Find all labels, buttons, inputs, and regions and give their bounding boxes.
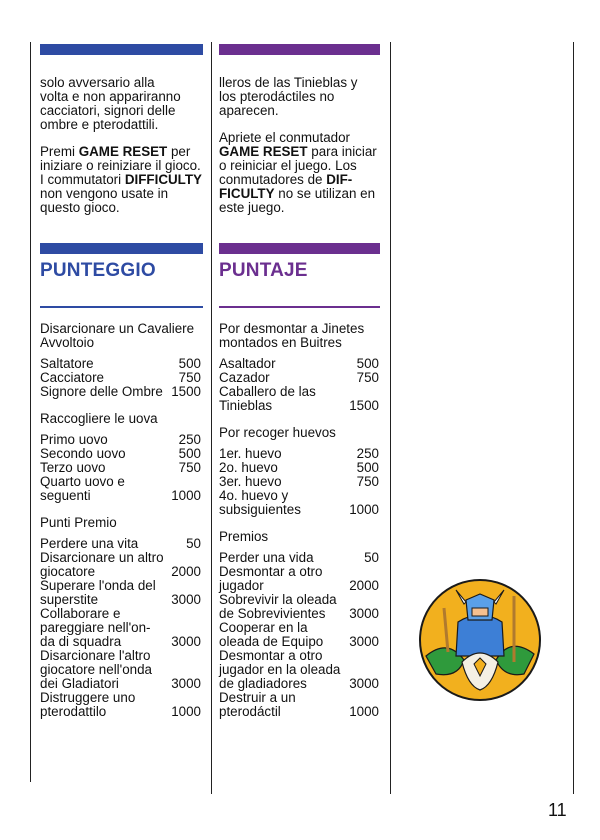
score-points: 750 bbox=[178, 370, 201, 385]
score-points: 1500 bbox=[349, 398, 379, 413]
score-label: Disarcionare un altro giocatore bbox=[40, 550, 164, 579]
score-row bbox=[40, 357, 201, 371]
page-number: 11 bbox=[548, 800, 567, 820]
score-row bbox=[219, 447, 379, 461]
text: para iniciar o reiniciar el juego. Los conmutadores de bbox=[219, 144, 377, 187]
score-points: 1000 bbox=[349, 502, 379, 517]
score-row bbox=[40, 551, 201, 579]
score-group bbox=[219, 322, 379, 413]
score-label: 2o. huevo bbox=[219, 460, 278, 475]
score-label: Caballero de las Tinieblas bbox=[219, 384, 316, 413]
score-row bbox=[40, 371, 201, 385]
score-points: 1000 bbox=[171, 704, 201, 719]
score-label: Desmontar a otro jugador en la oleada de gladiadores bbox=[219, 648, 341, 691]
score-label: Collaborare e pareggiare nell'on-da di squadra bbox=[40, 606, 151, 649]
score-points: 250 bbox=[178, 432, 201, 447]
score-row bbox=[40, 385, 201, 399]
score-label: 3er. huevo bbox=[219, 474, 282, 489]
score-label: Terzo uovo bbox=[40, 460, 106, 475]
score-row bbox=[40, 537, 201, 551]
score-points: 3000 bbox=[171, 592, 201, 607]
score-row bbox=[40, 461, 201, 475]
score-label: Cacciatore bbox=[40, 370, 105, 385]
difficulty-key: DIFFICULTY bbox=[124, 172, 202, 187]
score-row bbox=[219, 649, 379, 691]
column-rule-middle bbox=[211, 42, 212, 794]
score-row bbox=[219, 551, 379, 565]
score-points: 500 bbox=[356, 356, 379, 371]
score-points: 50 bbox=[186, 536, 201, 551]
score-label: Asaltador bbox=[219, 356, 276, 371]
italian-intro bbox=[40, 76, 202, 226]
score-label: Superare l'onda del superstite bbox=[40, 578, 156, 607]
text: no se utilizan en este juego. bbox=[219, 186, 376, 215]
score-label: Secondo uovo bbox=[40, 446, 126, 461]
score-group-title: Por recoger huevos bbox=[219, 425, 336, 440]
score-row bbox=[219, 385, 379, 413]
score-row bbox=[40, 579, 201, 607]
score-label: Saltatore bbox=[40, 356, 94, 371]
score-label: Quarto uovo e seguenti bbox=[40, 474, 125, 503]
score-row bbox=[219, 489, 379, 517]
score-group-title: Raccogliere le uova bbox=[40, 411, 158, 426]
intro-line: los pterodáctiles no bbox=[219, 89, 335, 104]
score-points: 1500 bbox=[171, 384, 201, 399]
intro-line: solo avversario alla bbox=[40, 75, 155, 90]
column-rule-right bbox=[390, 42, 391, 794]
score-points: 750 bbox=[356, 370, 379, 385]
score-label: Disarcionare l'altro giocatore nell'onda dei Gladiatori bbox=[40, 648, 152, 691]
intro-line: volta e non appariranno bbox=[40, 89, 181, 104]
score-row bbox=[219, 691, 379, 719]
spanish-intro-text bbox=[219, 76, 379, 118]
score-row bbox=[40, 691, 201, 719]
score-group-title: Por desmontar a Jinetes montados en Buitres bbox=[219, 321, 365, 350]
score-label: Sobrevivir la oleada de Sobrevivientes bbox=[219, 592, 337, 621]
score-row bbox=[219, 621, 379, 649]
score-label: Destruir a un pterodáctil bbox=[219, 690, 296, 719]
score-points: 2000 bbox=[349, 578, 379, 593]
score-group bbox=[219, 426, 379, 517]
intro-line: ombre e pterodattili. bbox=[40, 117, 159, 132]
italian-heading-bar bbox=[40, 243, 203, 254]
knight-on-vulture-emblem-icon bbox=[418, 578, 542, 702]
score-group-title: Punti Premio bbox=[40, 515, 117, 530]
game-reset-key: GAME RESET bbox=[219, 144, 308, 159]
score-points: 500 bbox=[178, 446, 201, 461]
score-label: Perdere una vita bbox=[40, 536, 139, 551]
score-row bbox=[219, 593, 379, 621]
score-row bbox=[40, 433, 201, 447]
score-points: 1000 bbox=[171, 488, 201, 503]
score-label: Distruggere uno pterodattilo bbox=[40, 690, 136, 719]
score-points: 1000 bbox=[349, 704, 379, 719]
spanish-top-bar bbox=[219, 44, 380, 55]
italian-reset-paragraph bbox=[40, 145, 202, 215]
score-label: 4o. huevo y subsiguientes bbox=[219, 488, 301, 517]
score-label: Cazador bbox=[219, 370, 270, 385]
text: Apriete el conmutador bbox=[219, 130, 351, 145]
score-group-title: Premios bbox=[219, 529, 269, 544]
score-label: Cooperar en la oleada de Equipo bbox=[219, 620, 324, 649]
score-row bbox=[219, 475, 379, 489]
italian-top-bar bbox=[40, 44, 203, 55]
intro-line: lleros de las Tinieblas y bbox=[219, 75, 358, 90]
score-points: 3000 bbox=[171, 634, 201, 649]
score-points: 50 bbox=[364, 550, 379, 565]
score-label: 1er. huevo bbox=[219, 446, 282, 461]
score-points: 500 bbox=[356, 460, 379, 475]
score-row bbox=[219, 461, 379, 475]
italian-heading: PUNTEGGIO bbox=[40, 260, 156, 281]
score-group-title: Disarcionare un Cavaliere Avvoltoio bbox=[40, 321, 195, 350]
score-points: 3000 bbox=[349, 676, 379, 691]
score-row bbox=[40, 607, 201, 649]
score-points: 3000 bbox=[349, 634, 379, 649]
score-row bbox=[40, 447, 201, 461]
score-group bbox=[40, 322, 201, 399]
italian-score-table bbox=[40, 322, 201, 732]
column-rule-far-right bbox=[573, 42, 574, 794]
spanish-reset-paragraph bbox=[219, 131, 379, 215]
text: non vengono usate in questo gioco. bbox=[40, 186, 169, 215]
score-points: 3000 bbox=[171, 676, 201, 691]
score-label: Perder una vida bbox=[219, 550, 314, 565]
spanish-score-table bbox=[219, 322, 379, 732]
score-row bbox=[40, 649, 201, 691]
score-row bbox=[219, 565, 379, 593]
intro-line: aparecen. bbox=[219, 103, 279, 118]
score-row bbox=[219, 357, 379, 371]
spanish-intro bbox=[219, 76, 379, 226]
difficulty-key: DIF-FICULTY bbox=[219, 172, 353, 201]
intro-line: cacciatori, signori delle bbox=[40, 103, 176, 118]
score-group bbox=[40, 412, 201, 503]
text: Premi bbox=[40, 144, 79, 159]
italian-intro-text bbox=[40, 76, 202, 132]
game-reset-key: GAME RESET bbox=[78, 144, 168, 159]
score-points: 750 bbox=[356, 474, 379, 489]
score-row bbox=[40, 475, 201, 503]
spanish-heading-bar bbox=[219, 243, 380, 254]
score-points: 500 bbox=[178, 356, 201, 371]
score-row bbox=[219, 371, 379, 385]
text: per iniziare o reiniziare il gioco. I commutatori bbox=[40, 144, 201, 187]
score-points: 3000 bbox=[349, 606, 379, 621]
score-label: Desmontar a otro jugador bbox=[219, 564, 323, 593]
score-group bbox=[40, 516, 201, 719]
spanish-heading-rule bbox=[219, 306, 380, 308]
italian-heading-rule bbox=[40, 306, 203, 308]
score-label: Signore delle Ombre bbox=[40, 384, 163, 399]
score-group bbox=[219, 530, 379, 719]
spanish-heading: PUNTAJE bbox=[219, 260, 308, 281]
score-label: Primo uovo bbox=[40, 432, 108, 447]
score-points: 750 bbox=[178, 460, 201, 475]
column-rule-left bbox=[30, 42, 31, 782]
score-points: 250 bbox=[356, 446, 379, 461]
score-points: 2000 bbox=[171, 564, 201, 579]
